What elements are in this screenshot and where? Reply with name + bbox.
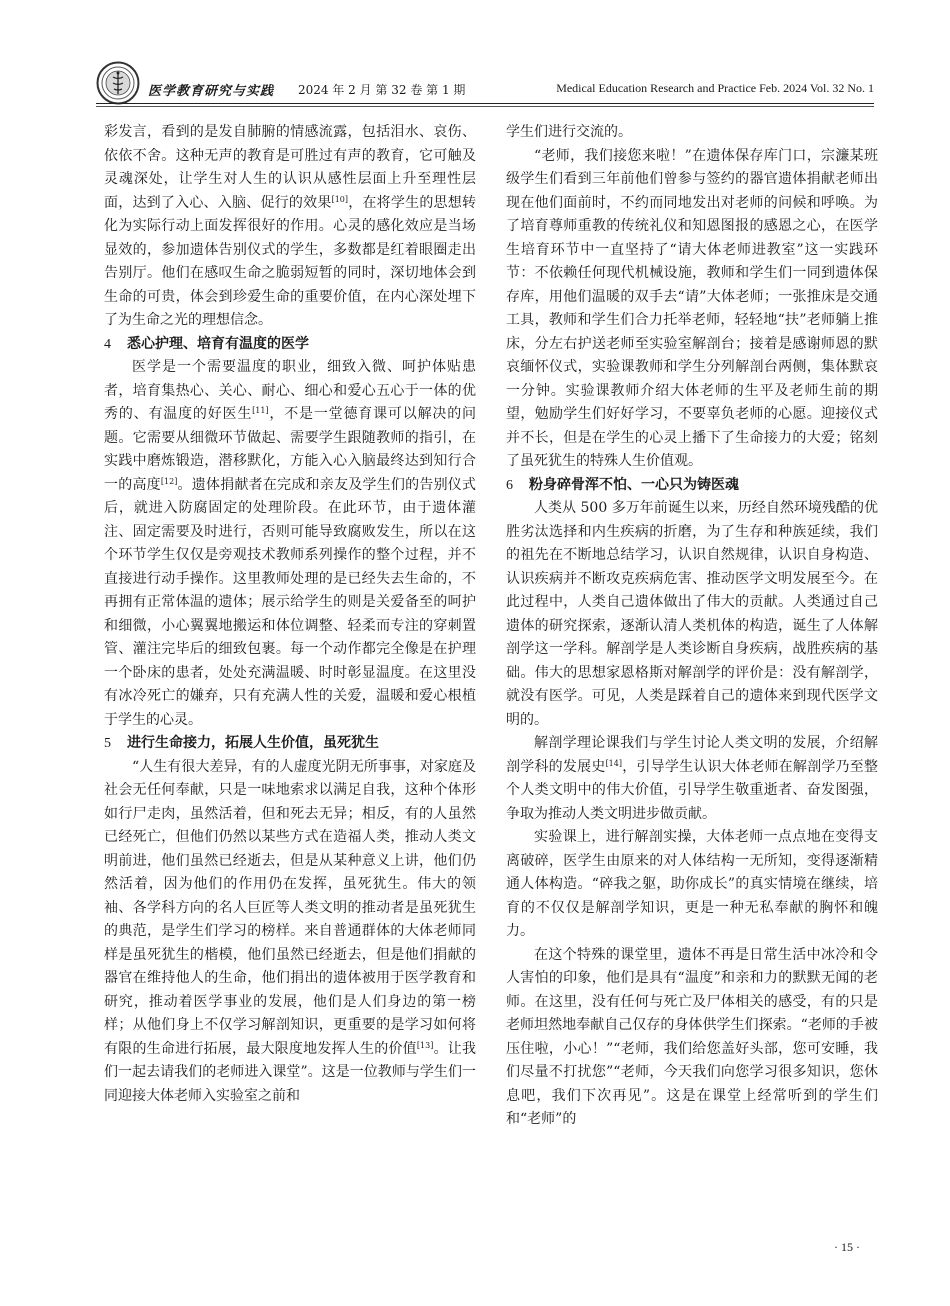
paragraph: “老师，我们接您来啦！”在遗体保存库门口，宗濂某班级学生们看到三年前他们曾参与签约的器官遗体捐献老师出现在他们面前时，不约而同地发出对老师的问候和呼唤。为了培育尊师重教的传统礼仪和知恩图报的感恩之心，在医学生培育环节中一直坚持了“请大体老师进教室”这一实践环节：不依赖任何现代机械设施，教师和学生们一同到遗体保存库，用他们温暖的双手去“请”大体老师；一张推床是交通工具，教师和学生们合力托举老师，轻轻地“扶”老师躺上推床，分左右护送老师至实验室解剖台；接着是感谢师恩的默哀缅怀仪式，实验课教师和学生分列解剖台两侧，集体默哀一分钟。实验课教师介绍大体老师的生平及老师生前的期望，勉励学生们好好学习，不要辜负老师的心愿。迎接仪式并不长，但是在学生的心灵上播下了生命接力的大爱；铭刻了虽死犹生的特殊人生价值观。 xyxy=(506,147,878,469)
paragraph: 医学是一个需要温度的职业，细致入微、呵护体贴患者，培育集热心、关心、耐心、细心和爱心五心于一体的优秀的、有温度的好医生[11]，不是一堂德育课可以解决的问题。它需要从细微环节做起、需要学生跟随教师的指引，在实践中磨炼锻造，潜移默化，方能入心入脑最终达到知行合一的高度[12]。遗体捐献者在完成和亲友及学生们的告别仪式后，就进入防腐固定的处理阶段。在此环节，由于遗体灌注、固定需要及时进行，否则可能导致腐败发生，所以在这个环节学生仅仅是旁观技术教师系列操作的整个过程，并不直接进行动手操作。这里教师处理的是已经失去生命的，不再拥有正常体温的遗体；展示给学生的则是关爱备至的呵护和细微，小心翼翼地搬运和体位调整、轻柔而专注的穿刺置管、灌注完毕后的细致包裹。每一个动作都完全像是在护理一个卧床的患者，处处充满温暖、时时彰显温度。在这里没有冰冷死亡的嫌弃，只有充满人性的关爱，温暖和爱心根植于学生的心灵。 xyxy=(104,359,477,728)
left-column xyxy=(104,121,476,1108)
header-rule xyxy=(96,103,874,104)
journal-title-en: Medical Education Research and Practice Feb. 2024 Vol. 32 No. 1 xyxy=(556,81,874,95)
issue-info-cn: 2024 年 2 月 第 32 卷 第 1 期 xyxy=(298,83,466,97)
citation: [10] xyxy=(331,194,348,204)
paragraph: 实验课上，进行解剖实操，大体老师一点点地在变得支离破碎，医学生由原来的对人体结构一无所知，变得逐渐精通人体构造。“碎我之躯，助你成长”的真实情境在继续，培育的不仅仅是解剖学知识，更是一种无私奉献的胸怀和魄力。 xyxy=(506,829,878,939)
paragraph: “人生有很大差异，有的人虚度光阴无所事事，对家庭及社会无任何奉献，只是一味地索求以满足自我，这种个体形如行尸走肉，虽然活着，但和死去无异；相反，有的人虽然已经死亡，但他们仍然以某些方式在造福人类，推动人类文明前进，他们虽然已经逝去，但是从某种意义上讲，他们仍然活着，因为他们的作用仍在发挥，虽死犹生。伟大的领袖、各学科方向的名人巨匠等人类文明的推动者是虽死犹生的典范，是学生们学习的榜样。来自普通群体的大体老师同样是虽死犹生的楷模，他们虽然已经逝去，但是他们捐献的器官在维持他人的生命，他们捐出的遗体被用于医学教育和研究，推动着医学事业的发展，他们是人们身边的第一榜样；从他们身上不仅学习解剖知识，更重要的是学习如何将有限的生命进行拓展，最大限度地发挥人生的价值[13]。让我们一起去请我们的老师进入课堂”。这是一位教师与学生们一同迎接大体老师入实验室之前和 xyxy=(104,758,477,1104)
section-heading-5: 5 进行生命接力，拓展人生价值，虽死犹生 xyxy=(104,735,379,751)
page-number: · 15 · xyxy=(834,1240,860,1254)
citation: [12] xyxy=(160,476,178,486)
header-rule-thin xyxy=(96,106,874,107)
section-heading-4: 4 悉心护理、培育有温度的医学 xyxy=(104,335,309,352)
right-column xyxy=(506,121,878,1132)
paragraph: 人类从 500 多万年前诞生以来，历经自然环境残酷的优胜劣汰选择和内生疾病的折磨，为了生存和种族延续，我们的祖先在不断地总结学习，认识自然规律，认识自身构造、认识疾病并不断攻克疾病危害、推动医学文明发展至今。在此过程中，人类自己遗体做出了伟大的贡献。人类通过自己遗体的研究探索，逐渐认清人类机体的构造，诞生了人体解剖学这一学科。解剖学是人类诊断自身疾病，战胜疾病的基础。伟大的思想家恩格斯对解剖学的评价是：没有解剖学，就没有医学。可见，人类是踩着自己的遗体来到现代医学文明的。 xyxy=(506,500,878,728)
citation: [14] xyxy=(605,758,622,768)
journal-seal-icon xyxy=(96,61,140,105)
paragraph: 在这个特殊的课堂里，遗体不再是日常生活中冰冷和令人害怕的印象，他们是具有“温度”和亲和力的默默无闻的老师。在这里，没有任何与死亡及尸体相关的感受，有的只是老师坦然地奉献自己仅存的身体供学生们探索。“老师的手被压住啦，小心！”“老师，我们给您盖好头部，您可安睡，我们尽量不打扰您”“老师，今天我们向您学习很多知识，您休息吧，我们下次再见”。这是在课堂上经常听到的学生们和“老师”的 xyxy=(506,946,878,1127)
journal-header xyxy=(0,0,950,120)
citation: [11] xyxy=(252,406,269,415)
paragraph: 学生们进行交流的。 xyxy=(506,124,632,140)
paragraph: 解剖学理论课我们与学生讨论人类文明的发展，介绍解剖学科的发展史[14]，引导学生认识大体老师在解剖学乃至整个人类文明中的伟大价值，引导学生敬重逝者、奋发图强，争取为推动人类文明进步做贡献。 xyxy=(506,735,878,822)
section-heading-6: 6 粉身碎骨浑不怕、一心只为铸医魂 xyxy=(506,476,739,493)
paragraph: 彩发言，看到的是发自肺腑的情感流露，包括泪水、哀伤、依依不舍。这种无声的教育是可胜过有声的教育，它可触及灵魂深处，让学生对人生的认识从感性层面上升至理性层面，达到了入心、入脑、促行的效果[10]，在将学生的思想转化为实际行动上面发挥很好的作用。心灵的感化效应是当场显效的，参加遗体告别仪式的学生，多数都是红着眼圈走出告别厅。他们在感叹生命之脆弱短暂的同时，深切地体会到生命的可贵，体会到珍爱生命的重要价值，在内心深处埋下了为生命之光的理想信念。 xyxy=(104,124,477,328)
citation: [13] xyxy=(416,1040,434,1050)
journal-title-cn: 医学教育研究与实践 xyxy=(148,84,275,99)
